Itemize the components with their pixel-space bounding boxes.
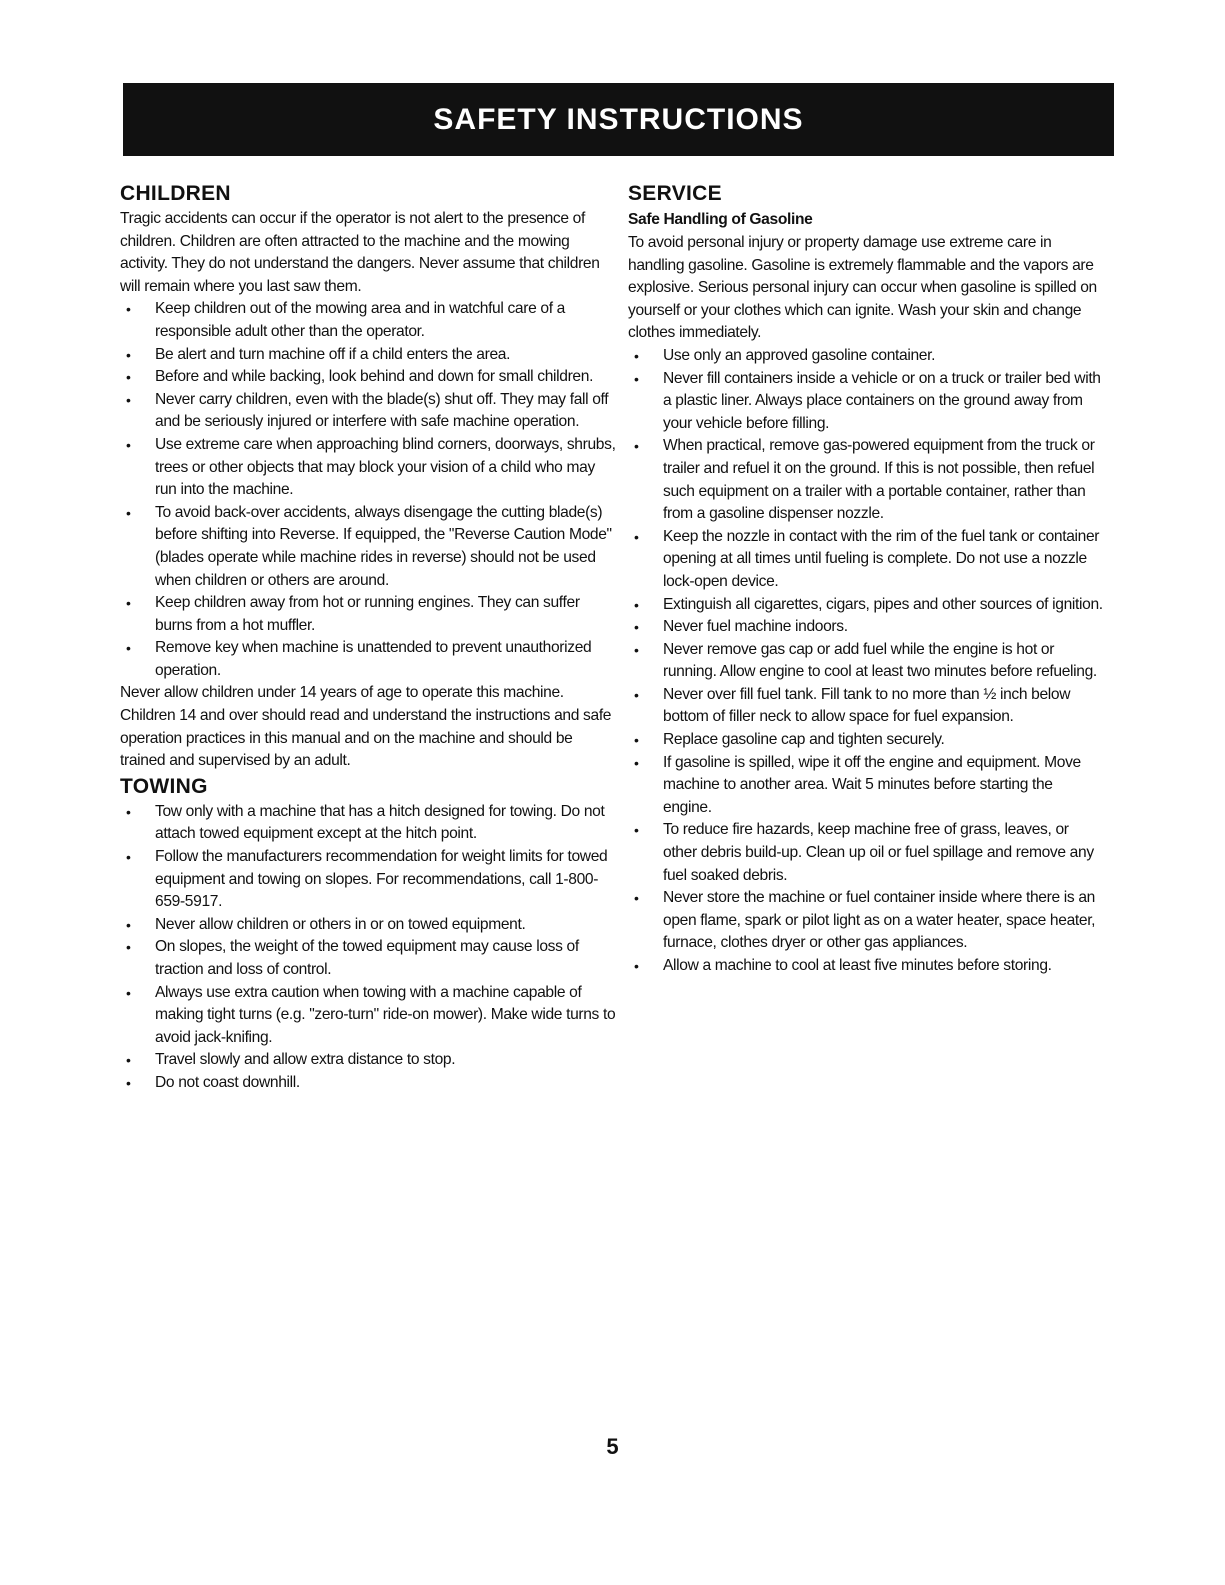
list-item: • To avoid back-over accidents, always disengage the cutting blade(s) before shifting into Reverse. If equipped, the "Reverse Caution Mode" (blades operate while machine rides in reverse) should not be used when children or others are around. — [120, 502, 620, 592]
list-item: • Remove key when machine is unattended to prevent unauthorized operation. — [120, 637, 620, 682]
list-item: • Always use extra caution when towing with a machine capable of making tight turns (e.g. "zero-turn" ride-on mower). Make wide turns to avoid jack-knifing. — [120, 982, 620, 1050]
title-banner — [123, 83, 1114, 156]
towing-section — [120, 773, 620, 1095]
right-column — [628, 180, 1103, 978]
children-heading: CHILDREN — [120, 182, 231, 205]
children-outro: Never allow children under 14 years of age to operate this machine. Children 14 and over should read and understand the instructions and safe operation practices in this manual and on the machine and should be trained and supervised by an adult. — [120, 684, 612, 770]
list-item: • When practical, remove gas-powered equipment from the truck or trailer and refuel it on the ground. If this is not possible, then refuel such equipment on a trailer with a portable container, rather than from a gasoline dispenser nozzle. — [628, 435, 1103, 525]
list-item: • Keep children out of the mowing area and in watchful care of a responsible adult other than the operator. — [120, 298, 620, 343]
list-item: • Never carry children, even with the blade(s) shut off. They may fall off and be seriously injured or interfere with safe machine operation. — [120, 389, 620, 434]
list-item: • Follow the manufacturers recommendation for weight limits for towed equipment and towing on slopes. For recommendations, call 1-800-659-5917. — [120, 846, 620, 914]
list-item: • Be alert and turn machine off if a child enters the area. — [120, 344, 620, 367]
children-section — [120, 180, 620, 773]
list-item: • Use only an approved gasoline container. — [628, 345, 1103, 368]
list-item: • Never remove gas cap or add fuel while the engine is hot or running. Allow engine to cool at least two minutes before refueling. — [628, 639, 1103, 684]
list-item: • Keep the nozzle in contact with the rim of the fuel tank or container opening at all times until fueling is complete. Do not use a nozzle lock-open device. — [628, 526, 1103, 594]
list-item: • Never store the machine or fuel container inside where there is an open flame, spark or pilot light as on a water heater, space heater, furnace, clothes dryer or other gas appliances. — [628, 887, 1103, 955]
list-item: • Never allow children or others in or on towed equipment. — [120, 914, 620, 937]
service-intro: To avoid personal injury or property damage use extreme care in handling gasoline. Gasoline is extremely flammable and the vapors are explosive. Serious personal injury can occur when gasoline is spilled on yourself or your clothes which can ignite. Wash your skin and change clothes immediately. — [628, 234, 1097, 342]
list-item: • On slopes, the weight of the towed equipment may cause loss of traction and loss of control. — [120, 936, 620, 981]
children-intro: Tragic accidents can occur if the operator is not alert to the presence of children. Children are often attracted to the machine and the mowing activity. They do not understand the dangers. Never assume that children will remain where you last saw them. — [120, 210, 600, 295]
list-item: • Travel slowly and allow extra distance to stop. — [120, 1049, 620, 1072]
page-title: SAFETY INSTRUCTIONS — [433, 102, 804, 136]
list-item: • To reduce fire hazards, keep machine free of grass, leaves, or other debris build-up. Clean up oil or fuel spillage and remove any fuel soaked debris. — [628, 819, 1103, 887]
towing-list — [120, 801, 620, 1095]
list-item: • Never fill containers inside a vehicle or on a truck or trailer bed with a plastic liner. Always place containers on the ground away from your vehicle before filling. — [628, 368, 1103, 436]
list-item: • Extinguish all cigarettes, cigars, pipes and other sources of ignition. — [628, 594, 1103, 617]
service-heading: SERVICE — [628, 182, 722, 205]
children-list — [120, 298, 620, 682]
list-item: • Tow only with a machine that has a hitch designed for towing. Do not attach towed equipment except at the hitch point. — [120, 801, 620, 846]
list-item: • Never fuel machine indoors. — [628, 616, 1103, 639]
list-item: • Do not coast downhill. — [120, 1072, 620, 1095]
list-item: • Before and while backing, look behind and down for small children. — [120, 366, 620, 389]
left-column — [120, 180, 620, 1095]
list-item: • Never over fill fuel tank. Fill tank to no more than ½ inch below bottom of filler neck to allow space for fuel expansion. — [628, 684, 1103, 729]
list-item: • Use extreme care when approaching blind corners, doorways, shrubs, trees or other objects that may block your vision of a child who may run into the machine. — [120, 434, 620, 502]
service-section — [628, 180, 1103, 978]
list-item: • Replace gasoline cap and tighten securely. — [628, 729, 1103, 752]
list-item: • If gasoline is spilled, wipe it off the engine and equipment. Move machine to another area. Wait 5 minutes before starting the engine. — [628, 752, 1103, 820]
list-item: • Keep children away from hot or running engines. They can suffer burns from a hot muffler. — [120, 592, 620, 637]
towing-heading: TOWING — [120, 774, 208, 798]
service-subheading: Safe Handling of Gasoline — [628, 211, 813, 228]
service-list — [628, 345, 1103, 978]
page-number: 5 — [606, 1434, 619, 1459]
list-item: • Allow a machine to cool at least five minutes before storing. — [628, 955, 1103, 978]
